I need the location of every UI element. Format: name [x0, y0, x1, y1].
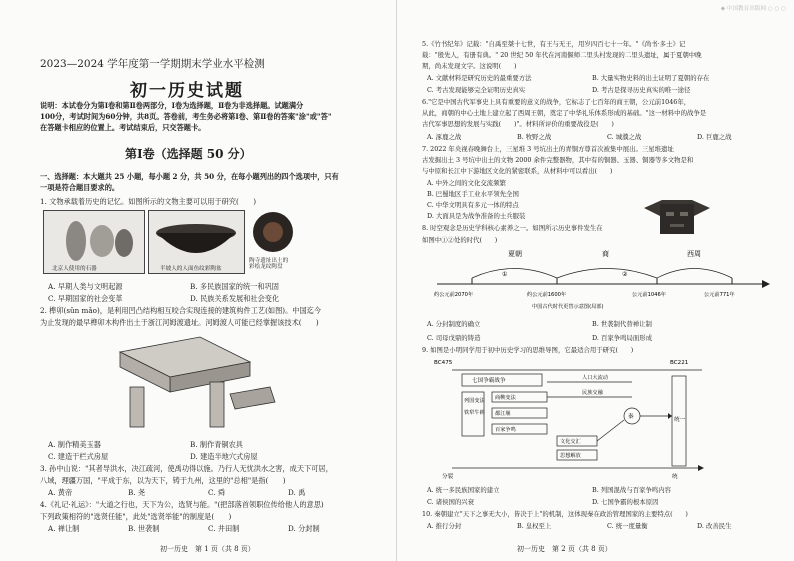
q3-option-d[interactable]: D. 禹: [288, 488, 306, 497]
q1-option-d[interactable]: D. 民族关系发展和社会变化: [190, 294, 280, 303]
timeline-marker-2: ②: [622, 271, 628, 278]
question-4-stem-1: 4.《礼记·礼运》："大道之行也，天下为公，选贤与能。"(把部落首领职位传给他人的意思): [40, 500, 324, 509]
timeline-date-4: 公元前771年: [704, 292, 735, 298]
q6-option-a[interactable]: A. 涿鹿之战: [427, 133, 462, 141]
timeline-date-1: 约公元前2070年: [434, 292, 474, 298]
question-4-stem-2: 下列政策相符的"选贤任能"，此处"选贤举能"的制度是( ): [40, 512, 232, 521]
q7-option-d[interactable]: D. 大面具是为战争准备的士兵服装: [427, 212, 526, 220]
section-intro-1: 一、选择题：本大题共 25 小题，每小题 2 分，共 50 分，在每小题列出的四个选项中，只有: [40, 172, 339, 181]
q8-option-d[interactable]: D. 百家争鸣局面形成: [592, 334, 653, 342]
timeline-caption: 中国古代时代更替示意图(局部): [532, 304, 604, 310]
node-reforms: 列国变法: [464, 398, 485, 404]
section-title: 第Ⅰ卷（选择题 50 分）: [125, 147, 252, 161]
question-3-stem-1: 3. 孙中山说："其者导洪水，决江疏河，使禹功得以施。乃行人无忧洪水之害，成天下可居，: [40, 464, 333, 473]
section-intro-2: 一项是符合题目要求的。: [40, 183, 120, 192]
question-7-line-1: 7. 2022 年央视春晚舞台上，三星堆 3 号坑出土的青铜方尊首次被集中展出。三星堆遗址: [422, 145, 674, 153]
mortise-tenon-icon: [110, 332, 280, 432]
timeline-label-xia: 夏朝: [508, 250, 522, 258]
q1-option-b[interactable]: B. 多民族国家的统一和巩固: [190, 282, 279, 291]
q9-option-c[interactable]: C. 诸侯国的兴衰: [427, 498, 475, 506]
q4-option-a[interactable]: A. 禅让制: [48, 524, 80, 533]
node-shang-yang: 商鞅变法: [495, 395, 516, 401]
timeline-label-xizhou: 西周: [687, 250, 701, 258]
node-migration: 人口大流动: [582, 375, 608, 381]
question-7-line-3: 与中原和长江中下游地区文化的紧密联系，从材料中可以看出( ): [422, 167, 613, 175]
page-title: 初一历史试题: [130, 81, 244, 101]
node-liberation: 思想解放: [560, 453, 581, 459]
question-5-line-2: 载："殷先人，有册有典。" 20 世纪 50 年代在河南偃师二里头村发现的二里头遗址，属于夏朝中晚: [422, 51, 702, 59]
q2-option-d[interactable]: D. 建造半地穴式房屋: [190, 452, 258, 461]
q9-option-b[interactable]: B. 列国混战与百家争鸣内容: [592, 486, 672, 494]
diagram-end-year: BC221: [670, 360, 689, 366]
question-5-line-1: 5.《竹书纪年》记载："自禹至桀十七世，有王与无王，用岁四百七十一年。"《尚书·多士》记: [422, 40, 686, 48]
q9-option-a[interactable]: A. 统一多民族国家的建立: [427, 486, 500, 494]
q5-option-d[interactable]: D. 考古是探寻历史真实的唯一途径: [592, 86, 691, 94]
q9-option-d[interactable]: D. 七国争霸的根本原因: [592, 498, 659, 506]
q10-option-c[interactable]: C. 统一度量衡: [607, 522, 648, 530]
node-warring-states: 七国争霸战争: [472, 378, 506, 384]
q6-option-c[interactable]: C. 城濮之战: [607, 133, 642, 141]
question-2-stem-2: 为止发现的最早榫卯木构件出土于浙江河姆渡遗址。河姆渡人可能已经掌握该技术( ): [40, 318, 319, 327]
q1-option-c[interactable]: C. 早期国家的社会变革: [48, 294, 123, 303]
node-cultural-exchange: 文化交汇: [560, 439, 581, 445]
timeline-date-2: 约公元前1600年: [527, 292, 567, 298]
q6-option-b[interactable]: B. 牧野之战: [517, 133, 552, 141]
q3-option-b[interactable]: B. 尧: [128, 488, 146, 497]
bronze-mask-icon: [642, 190, 712, 242]
q7-option-c[interactable]: C. 中华文明具有多元一体的特点: [427, 201, 519, 209]
node-iron-plough: 铁犁牛耕: [464, 410, 485, 416]
q2-option-a[interactable]: A. 制作精美玉器: [48, 440, 101, 449]
question-5-line-3: 期，尚未发现文字。这说明( ): [422, 62, 517, 70]
node-hundred-schools: 百家争鸣: [495, 427, 516, 433]
question-6-line-1: 6."它是中国古代军事史上具有重要的意义的战争，它标志了七百年的商王朝，公元前1046年，: [422, 98, 691, 106]
q10-option-a[interactable]: A. 推行分封: [427, 522, 462, 530]
dynasty-timeline: [432, 244, 772, 314]
watermark-stamp: ◆ 中国教育出版网 ○ ○ ○: [720, 6, 786, 12]
q2-option-c[interactable]: C. 建造干栏式房屋: [48, 452, 109, 461]
question-2-stem-1: 2. 榫卯(sǔn mǎo)，是利用凹凸结构相互咬合实现连接的建筑构件工艺(如图)。中国迄今: [40, 306, 322, 315]
q8-option-b[interactable]: B. 世袭制代替禅让制: [592, 320, 652, 328]
question-6-line-3: 古代军事思想的发展与实践( )"。材料所评价的重要战役是( ): [422, 120, 614, 128]
question-6-line-2: 从此，商朝的中心土地上建立起了西周王朝，奠定了中华礼乐体系形成的基础。"这一材料中的战争是: [422, 109, 707, 117]
q4-option-c[interactable]: C. 井田制: [208, 524, 240, 533]
mind-map-diagram: [432, 356, 732, 481]
exam-line: 2023—2024 学年度第一学期期末学业水平检测: [40, 58, 265, 70]
question-10-line: 10. 秦朝建立"天下之事无大小，皆决于上"的机制，这体现秦在政治管理国家的主要特点( ): [422, 510, 688, 518]
caption-pottery-basin: 半坡人的人面鱼纹彩陶盆: [160, 266, 222, 272]
q8-option-c[interactable]: C. 司母戊鼎的铸造: [427, 334, 481, 342]
caption-dragon-plate: 陶寺遗址出土的 彩绘龙纹陶盘: [249, 258, 289, 270]
question-8-line-1: 8. 时空观念是历史学科核心素养之一。如图所示历史事件发生在: [422, 224, 603, 232]
q5-option-a[interactable]: A. 文献材料是研究历史的最重要方法: [427, 74, 532, 82]
q10-option-d[interactable]: D. 改善民生: [697, 522, 732, 530]
question-3-stem-2: 八域，理疆万国，"平成于东，以为天下，铸于九州，这里的"总相"是指( ): [40, 476, 286, 485]
q1-option-a[interactable]: A. 早期人类与文明起源: [48, 282, 123, 291]
q7-option-b[interactable]: B. 巴蜀地区手工业水平领先全国: [427, 190, 519, 198]
node-qin: 秦: [628, 414, 634, 420]
q2-option-b[interactable]: B. 制作青铜农具: [190, 440, 243, 449]
q10-option-b[interactable]: B. 皇权至上: [517, 522, 552, 530]
node-ethnic-fusion: 民族交融: [582, 390, 603, 396]
caption-stone-tools: 北京人使用的石器: [52, 266, 97, 272]
instruction-line-1: 说明：本试卷分为第Ⅰ卷和第Ⅱ卷两部分，Ⅰ卷为选择题，Ⅱ卷为非选择题。试题满分: [40, 101, 304, 110]
page-footer-1: 初一历史 第 1 页（共 8 页）: [160, 545, 255, 553]
q8-option-a[interactable]: A. 分封制度的确立: [427, 320, 481, 328]
q5-option-c[interactable]: C. 考古发现能够完全证明历史真实: [427, 86, 526, 94]
timeline-label-shang: 商: [602, 250, 609, 258]
q4-option-b[interactable]: B. 世袭制: [128, 524, 160, 533]
q5-option-b[interactable]: B. 大量实物史料的出土证明了夏朝的存在: [592, 74, 710, 82]
right-page: [397, 0, 794, 561]
question-9-line: 9. 如图是小明同学用于初中历史学习的思维导图，它最适合用于研究( ): [422, 346, 634, 354]
node-unification: 统一: [674, 417, 686, 423]
dragon-plate-icon: [248, 210, 298, 260]
question-8-line-2: 如图中①②处的时代( ): [422, 236, 498, 244]
question-7-line-2: 古发掘出土 3 号坑中出土的文物 2000 余件完整器物，其中有的铜器、玉器、铜器等多文物是和: [422, 156, 694, 164]
instruction-line-2: 100分，考试时间为60分钟，共8页。答卷前，考生务必将第Ⅰ卷、第Ⅱ卷的答案"涂"或"答": [40, 112, 332, 121]
diagram-bottom-right: 统: [672, 474, 678, 480]
q4-option-d[interactable]: D. 分封制: [288, 524, 320, 533]
question-1-stem: 1. 文物承载着历史的记忆。如图所示的文物主要可以用于研究( ): [40, 197, 257, 206]
diagram-start-year: BC475: [434, 360, 453, 366]
q3-option-a[interactable]: A. 黄帝: [48, 488, 73, 497]
instruction-line-3: 在答题卡相应的位置上。考试结束后，只交答题卡。: [40, 123, 206, 132]
q7-option-a[interactable]: A. 中外之间的文化交流频繁: [427, 179, 506, 187]
timeline-marker-1: ①: [502, 271, 508, 278]
q6-option-d[interactable]: D. 巨鹿之战: [697, 133, 732, 141]
page-footer-2: 初一历史 第 2 页（共 8 页）: [517, 545, 612, 553]
q3-option-c[interactable]: C. 舜: [208, 488, 225, 497]
node-dujiangyan: 都江堰: [495, 411, 511, 417]
timeline-date-3: 公元前1046年: [632, 292, 666, 298]
diagram-bottom-left: 分裂: [442, 474, 454, 480]
